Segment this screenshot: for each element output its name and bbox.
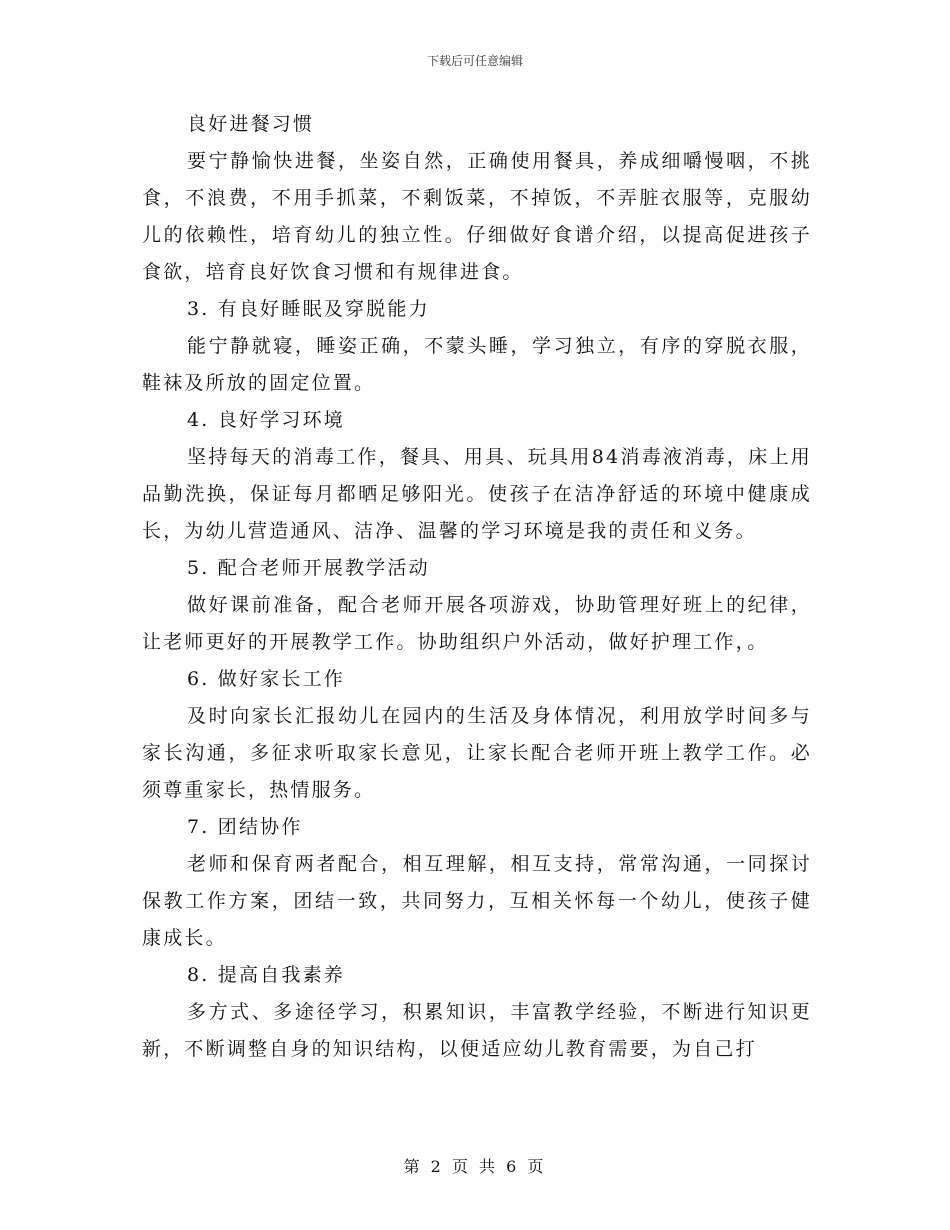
paragraph-eating-habits: 要宁静愉快进餐，坐姿自然，正确使用餐具，养成细嚼慢咽，不挑食，不浪费，不用手抓菜，不剩饭菜，不掉饭，不弄脏衣服等，克服幼儿的依赖性，培育幼儿的独立性。仔细做好食谱介绍，以提高促进孩子食欲，培育良好饮食习惯和有规律进食。 bbox=[142, 150, 812, 283]
section-heading-teaching: 5. 配合老师开展教学活动 bbox=[187, 557, 430, 579]
paragraph-environment: 坚持每天的消毒工作，餐具、用具、玩具用84消毒液消毒，床上用品勤洗换，保证每月都晒足够阳光。使孩子在洁净舒适的环境中健康成长，为幼儿营造通风、洁净、温馨的学习环境是我的责任和义务。 bbox=[142, 446, 812, 542]
paragraph-teamwork: 老师和保育两者配合，相互理解，相互支持，常常沟通，一同探讨保教工作方案，团结一致，共同努力，互相关怀每一个幼儿，使孩子健康成长。 bbox=[142, 853, 812, 949]
section-heading-self-improvement: 8. 提高自我素养 bbox=[187, 964, 345, 986]
section-heading-sleep: 3. 有良好睡眠及穿脱能力 bbox=[187, 298, 430, 320]
paragraph-parents: 及时向家长汇报幼儿在园内的生活及身体情况，利用放学时间多与家长沟通，多征求听取家长意见，让家长配合老师开班上教学工作。必须尊重家长，热情服务。 bbox=[142, 705, 812, 801]
paragraph-sleep: 能宁静就寝，睡姿正确，不蒙头睡，学习独立，有序的穿脱衣服，鞋袜及所放的固定位置。 bbox=[142, 335, 812, 394]
section-heading-parents: 6. 做好家长工作 bbox=[187, 668, 345, 690]
page-header: 下载后可任意编辑 bbox=[426, 54, 523, 68]
document-body bbox=[142, 106, 812, 1068]
section-heading-teamwork: 7. 团结协作 bbox=[187, 816, 303, 838]
paragraph-teaching: 做好课前准备，配合老师开展各项游戏，协助管理好班上的纪律，让老师更好的开展教学工作。协助组织户外活动，做好护理工作，。 bbox=[142, 594, 812, 653]
paragraph-self-improvement: 多方式、多途径学习，积累知识，丰富教学经验，不断进行知识更新，不断调整自身的知识结构，以便适应幼儿教育需要，为自己打 bbox=[142, 1001, 812, 1060]
page-number: 第 2 页 共 6 页 bbox=[403, 1157, 547, 1176]
section-heading-environment: 4. 良好学习环境 bbox=[187, 409, 345, 431]
section-heading-eating-habits: 良好进餐习惯 bbox=[187, 113, 315, 135]
